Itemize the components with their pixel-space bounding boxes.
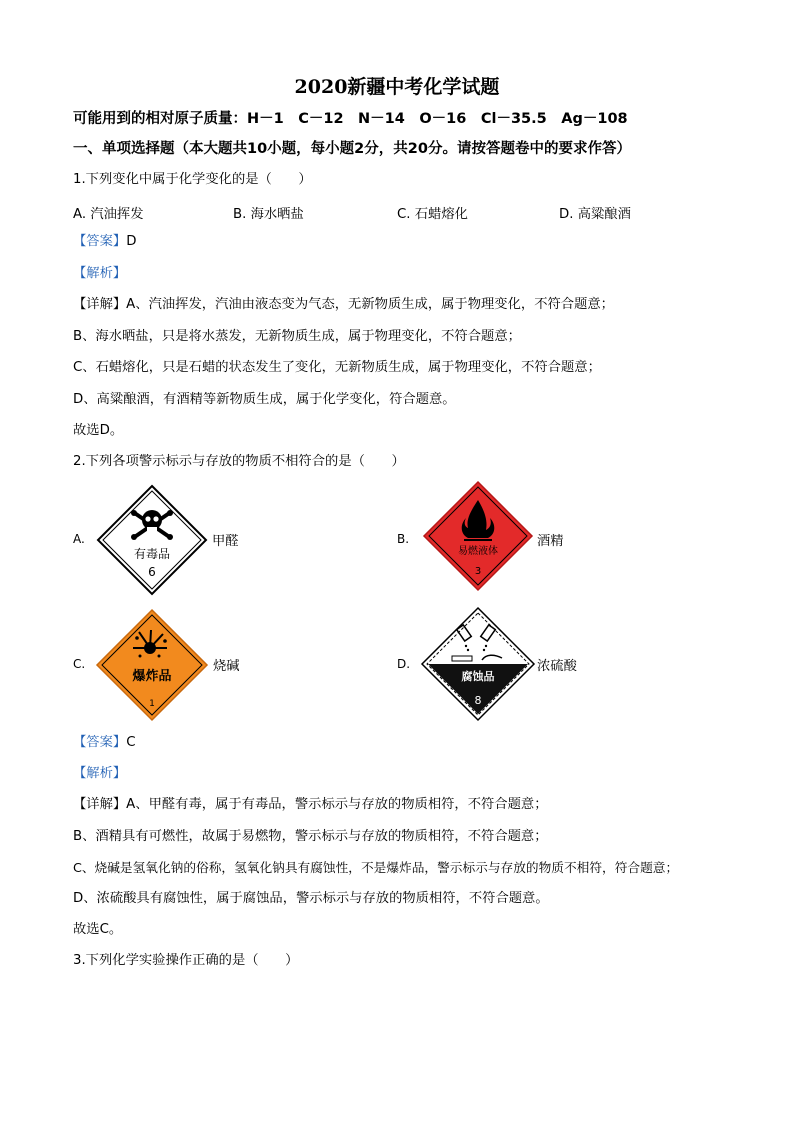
q2-option-c-label: C. [73,657,86,671]
explosive-sign [95,608,209,722]
q2-option-b-substance: 酒精 [537,534,564,549]
q1-option-c: C. 石蜡熔化 [397,207,468,222]
q2-option-d-substance: 浓硫酸 [537,659,577,674]
q1-detail-1: 【详解】A、汽油挥发，汽油由液态变为气态，无新物质生成，属于物理变化，不符合题意； [73,297,614,312]
q2-detail-3: C、烧碱是氢氧化钠的俗称，氢氧化钠具有腐蚀性，不是爆炸品，警示标示与存放的物质不相符，符合题意； [73,860,679,875]
sign-b-number: 3 [474,566,482,577]
sign-b-text: 易燃液体 [458,546,498,557]
section-heading: 一、单项选择题（本大题共10小题，每小题2分，共20分。请按答题卷中的要求作答） [73,141,631,157]
q1-stem: 1.下列变化中属于化学变化的是（ ） [73,172,312,187]
q2-option-d-label: D. [397,657,411,671]
q2-analysis-tag: 【解析】 [73,766,127,781]
q1-answer [73,233,136,251]
q1-option-b: B. 海水晒盐 [233,207,304,222]
q2-detail-1: 【详解】A、甲醛有毒，属于有毒品，警示标示与存放的物质相符，不符合题意； [73,797,548,812]
sign-a-text: 有毒品 [133,547,171,561]
sign-c-number: 1 [149,699,155,709]
corrosive-sign [420,606,536,722]
q2-conclusion: 故选C。 [73,922,123,937]
q2-option-c-substance: 烧碱 [213,659,240,674]
q2-stem: 2.下列各项警示标示与存放的物质不相符合的是（ ） [73,454,405,469]
q1-detail-2: B、海水晒盐，只是将水蒸发，无新物质生成，属于物理变化，不符合题意； [73,329,521,344]
answer-value: D [126,234,137,249]
toxic-sign [96,484,208,596]
sign-d-number: 8 [474,694,482,707]
answer-tag: 【答案】 [73,234,127,249]
sign-c-text: 爆炸品 [132,669,172,684]
q1-conclusion: 故选D。 [73,423,124,438]
q2-answer [73,734,135,752]
sign-d-text: 腐蚀品 [461,670,495,683]
sign-a-number: 6 [148,565,156,579]
q2-option-a-substance: 甲醛 [212,534,239,549]
q3-stem: 3.下列化学实验操作正确的是（ ） [73,953,299,968]
answer-tag: 【答案】 [73,735,127,750]
q1-detail-3: C、石蜡熔化，只是石蜡的状态发生了变化，无新物质生成，属于物理变化，不符合题意； [73,360,601,375]
q2-option-b-label: B. [397,532,410,546]
q2-detail-4: D、浓硫酸具有腐蚀性，属于腐蚀品，警示标示与存放的物质相符，不符合题意。 [73,891,549,906]
answer-value: C [126,735,136,750]
q2-detail-2: B、酒精具有可燃性，故属于易燃物，警示标示与存放的物质相符，不符合题意； [73,829,548,844]
flammable-liquid-sign [422,480,534,592]
atomic-masses: 可能用到的相对原子质量：H－1 C－12 N－14 O－16 Cl－35.5 Ag－108 [73,111,628,127]
q2-option-a-label: A. [73,532,85,546]
q1-detail-4: D、高粱酿酒，有酒精等新物质生成，属于化学变化，符合题意。 [73,392,456,407]
q1-option-d: D. 高粱酿酒 [559,207,631,222]
page-title: 2020新疆中考化学试题 [294,76,500,98]
q1-option-a: A. 汽油挥发 [73,207,144,222]
q1-analysis-tag: 【解析】 [73,266,127,281]
